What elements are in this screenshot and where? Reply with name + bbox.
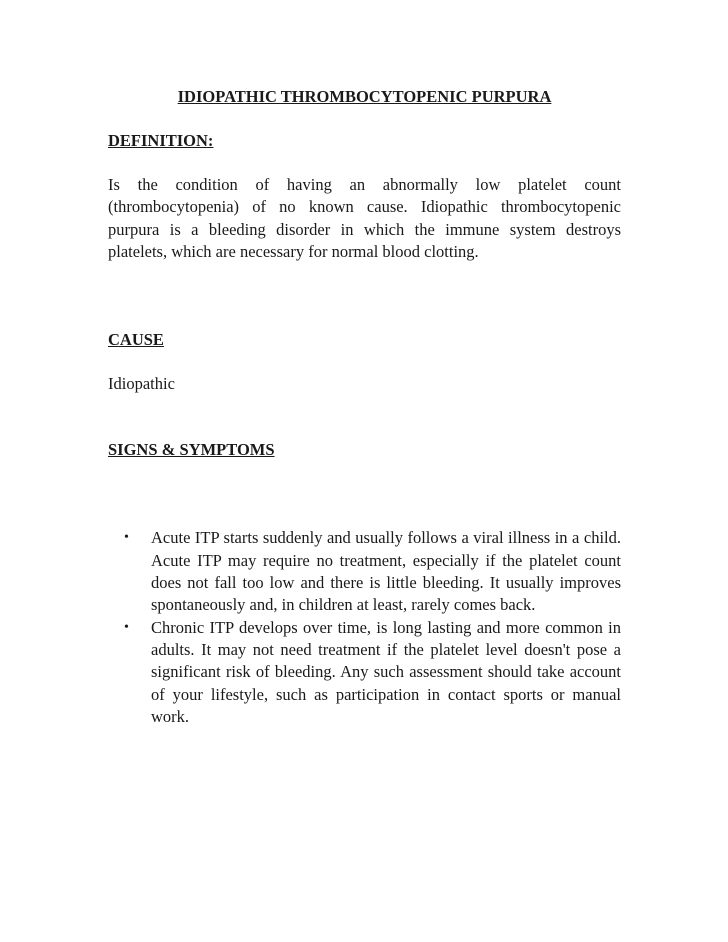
definition-text: Is the condition of having an abnormally low platelet count (thrombocytopenia) of no known cause. Idiopathic thrombocytopenic purpura is a bleeding disorder in which the immune system destroys platelets, which are necessary for normal blood clotting. bbox=[108, 175, 621, 261]
document-body bbox=[108, 86, 621, 728]
signs-symptoms-list bbox=[108, 527, 621, 728]
bullet-icon: • bbox=[124, 530, 129, 546]
definition-heading: DEFINITION: bbox=[108, 131, 214, 150]
list-item bbox=[124, 527, 621, 616]
document-title: IDIOPATHIC THROMBOCYTOPENIC PURPURA bbox=[177, 87, 552, 106]
signs-symptoms-heading: SIGNS & SYMPTOMS bbox=[108, 440, 275, 460]
list-item bbox=[124, 617, 621, 728]
cause-text: Idiopathic bbox=[108, 374, 175, 394]
cause-heading: CAUSE bbox=[108, 330, 164, 350]
list-item-text: Acute ITP starts suddenly and usually follows a viral illness in a child. Acute ITP may require no treatment, especially if the platelet count does not fall too low and there is little bleeding. It usually improves spontaneously and, in children at least, rarely comes back. bbox=[151, 528, 621, 615]
bullet-icon: • bbox=[124, 619, 129, 635]
list-item-text: Chronic ITP develops over time, is long lasting and more common in adults. It may not need treatment if the platelet level doesn't pose a significant risk of bleeding. Any such assessment should take account of your lifestyle, such as participation in contact sports or manual work. bbox=[151, 617, 621, 726]
